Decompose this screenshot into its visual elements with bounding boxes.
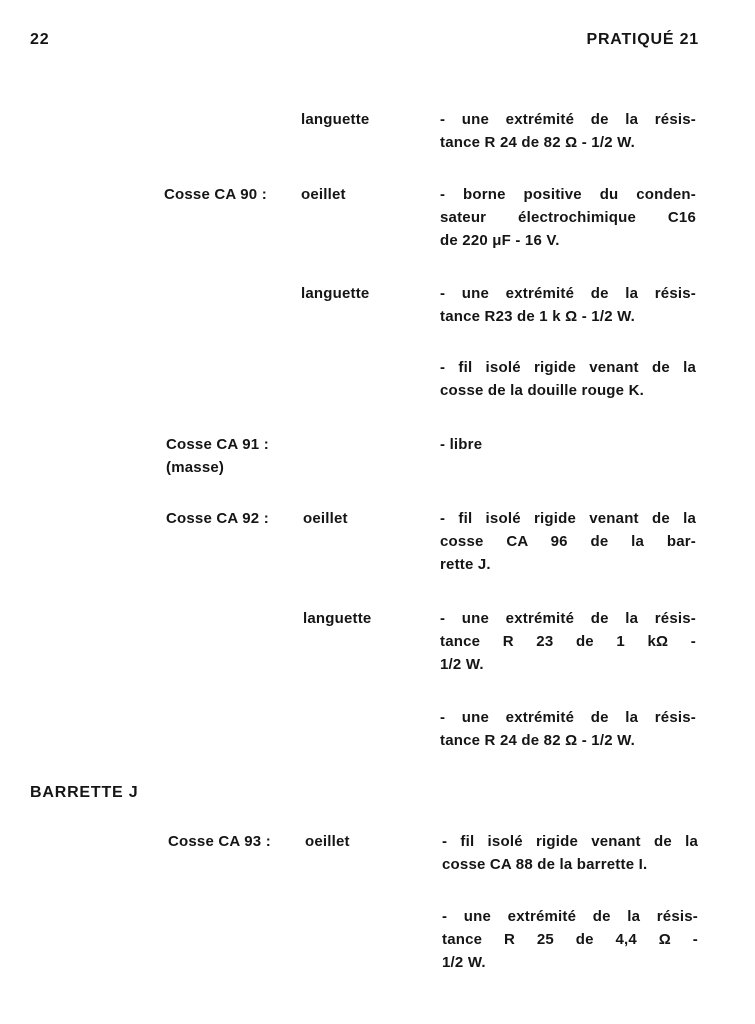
cosse-note: (masse) <box>166 459 225 476</box>
entry-description: - libre <box>440 436 483 453</box>
entry-description: - borne positive du conden- sateur électrochimique C16 de 220 μF - 16 V. <box>440 186 696 249</box>
connector-label: languette <box>301 111 370 128</box>
page-number: 22 <box>30 31 50 48</box>
entry-description: - fil isolé rigide venant de la cosse CA 96 de la bar- rette J. <box>440 510 696 573</box>
connector-label: languette <box>303 610 372 627</box>
connector-label: oeillet <box>303 510 348 527</box>
cosse-label: Cosse CA 91 : <box>166 436 269 453</box>
entry-description: - fil isolé rigide venant de la cosse de la douille rouge K. <box>440 359 696 399</box>
entry-description: - une extrémité de la résis- tance R 25 de 4,4 Ω - 1/2 W. <box>442 908 698 971</box>
entry-description: - une extrémité de la résis- tance R 24 de 82 Ω - 1/2 W. <box>440 111 696 151</box>
entry-description: - une extrémité de la résis- tance R 24 de 82 Ω - 1/2 W. <box>440 709 696 749</box>
entry-description: - une extrémité de la résis- tance R 23 de 1 kΩ - 1/2 W. <box>440 610 696 673</box>
connector-label: languette <box>301 285 370 302</box>
entry-description: - fil isolé rigide venant de la cosse CA 88 de la barrette I. <box>442 833 698 873</box>
connector-label: oeillet <box>305 833 350 850</box>
cosse-label: Cosse CA 93 : <box>168 833 271 850</box>
section-heading: BARRETTE J <box>30 784 139 801</box>
entry-description: - une extrémité de la résis- tance R23 de 1 k Ω - 1/2 W. <box>440 285 696 325</box>
cosse-label: Cosse CA 90 : <box>164 186 267 203</box>
running-title: PRATIQUÉ 21 <box>586 31 699 48</box>
connector-label: oeillet <box>301 186 346 203</box>
cosse-label: Cosse CA 92 : <box>166 510 269 527</box>
